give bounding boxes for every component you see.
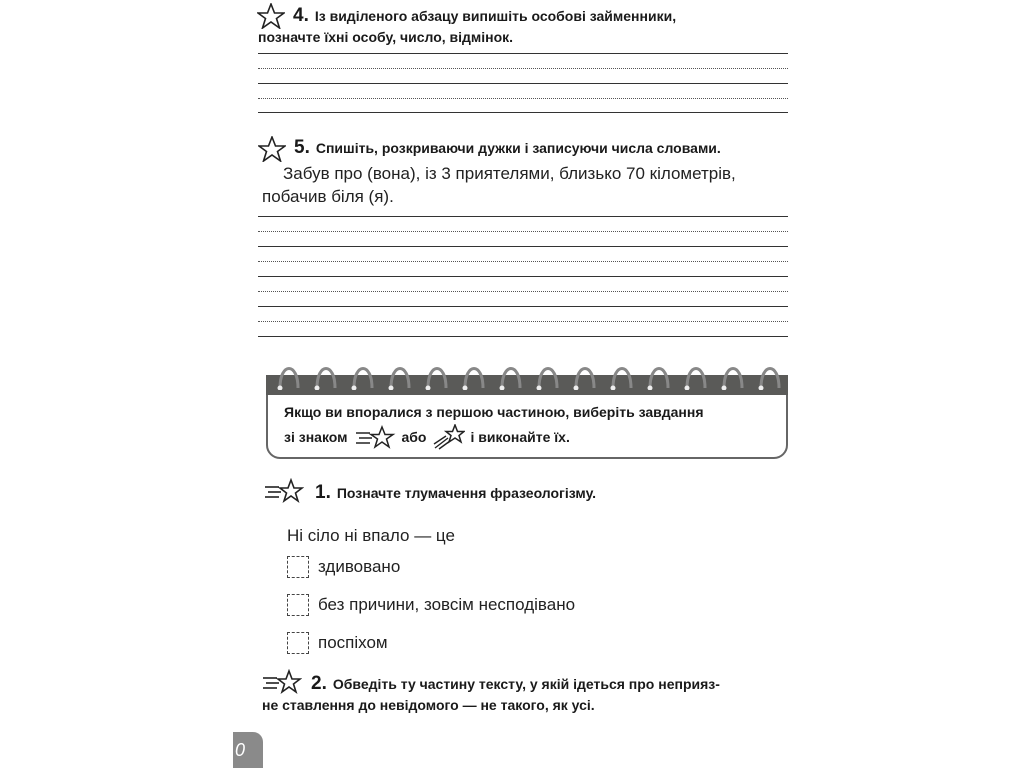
writing-line-guide — [258, 98, 788, 99]
part2-task-2-heading-line2: не ставлення до невідомого — не такого, як усі. — [262, 697, 595, 713]
task-text: Обведіть ту частину тексту, у якій ідеться про неприяз- — [332, 676, 720, 692]
notice-or: або — [401, 428, 427, 445]
speed-star-icon — [264, 478, 304, 504]
task-text: Спишіть, розкриваючи дужки і записуючи числа словами. — [315, 140, 721, 156]
task-5-text-line2: побачив біля (я). — [262, 187, 394, 206]
writing-line — [258, 246, 788, 247]
task-4-heading — [293, 6, 793, 26]
task-number: 1. — [315, 482, 331, 503]
writing-line — [258, 306, 788, 307]
shooting-star-icon — [433, 424, 465, 450]
task-number: 2. — [311, 673, 327, 694]
writing-line — [258, 112, 788, 113]
task-number: 4. — [293, 5, 309, 26]
spiral-binding-icon — [266, 358, 788, 390]
notice-suffix: і виконайте їх. — [470, 428, 570, 445]
notice-line2 — [284, 424, 784, 450]
task-5-text-line1: Забув про (вона), із 3 приятелями, близько 70 кілометрів, — [283, 164, 736, 183]
writing-line — [258, 83, 788, 84]
speed-star-icon — [354, 425, 396, 449]
notice-prefix: зі знаком — [284, 428, 348, 445]
task-4-heading-line2: позначте їхні особу, число, відмінок. — [258, 29, 514, 45]
notice-text — [284, 401, 784, 450]
phrase-text: Ні сіло ні впало — це — [287, 526, 455, 545]
speed-star-icon — [262, 669, 302, 695]
notice-line1: Якщо ви впоралися з першою частиною, виберіть завдання — [284, 404, 704, 420]
answer-checkbox[interactable] — [287, 594, 309, 616]
writing-line — [258, 276, 788, 277]
answer-checkbox[interactable] — [287, 632, 309, 654]
writing-line — [258, 216, 788, 217]
writing-line-guide — [258, 261, 788, 262]
task-text: Із виділеного абзацу випишіть особові займенники, — [314, 8, 677, 24]
answer-option: без причини, зовсім несподівано — [318, 595, 576, 614]
writing-line-guide — [258, 321, 788, 322]
writing-line — [258, 53, 788, 54]
page-number: 0 — [233, 732, 263, 768]
part2-task-1-heading — [315, 483, 596, 503]
writing-line-guide — [258, 291, 788, 292]
writing-line — [258, 336, 788, 337]
task-text: Позначте тлумачення фразеологізму. — [336, 485, 597, 501]
task-number: 5. — [294, 137, 310, 158]
answer-option: здивовано — [318, 557, 401, 576]
answer-option: поспіхом — [318, 633, 388, 652]
answer-checkbox[interactable] — [287, 556, 309, 578]
writing-line-guide — [258, 231, 788, 232]
star-outline-icon — [258, 136, 286, 162]
writing-line-guide — [258, 68, 788, 69]
star-outline-icon — [257, 3, 285, 29]
task-5-heading — [294, 138, 794, 158]
part2-task-2-heading — [311, 674, 801, 694]
